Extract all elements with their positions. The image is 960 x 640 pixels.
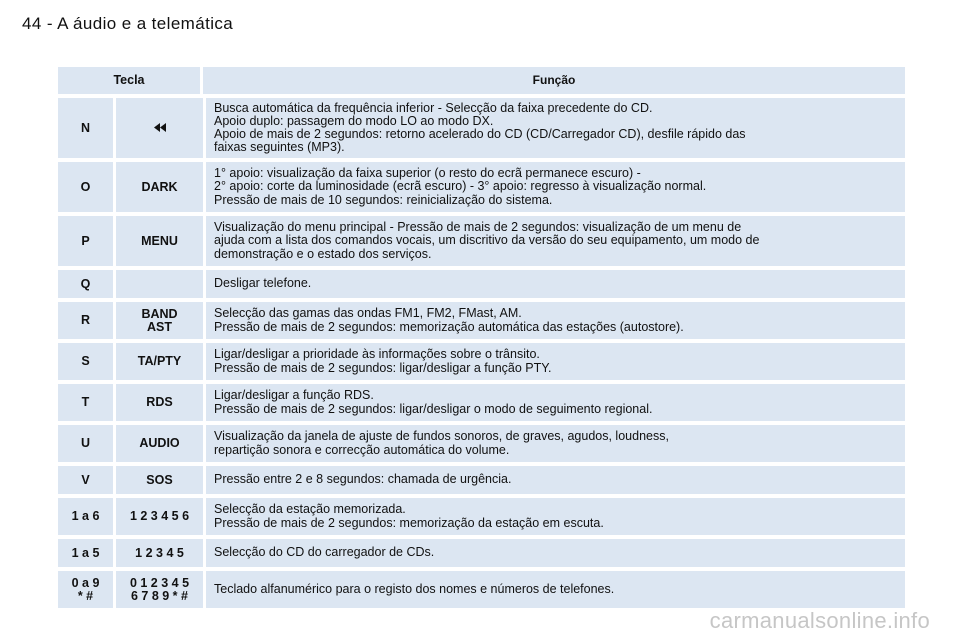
table-row	[58, 384, 905, 421]
table-row	[58, 466, 905, 494]
table-body	[58, 98, 905, 608]
description-line: Ligar/desligar a prioridade às informações sobre o trânsito.	[214, 347, 540, 362]
key-letter: T	[58, 384, 113, 421]
description-line: Pressão de mais de 2 segundos: ligar/desligar o modo de seguimento regional.	[214, 401, 653, 416]
table-row	[58, 270, 905, 298]
button-label: 1 2 3 4 5	[116, 539, 203, 567]
button-cell	[116, 98, 203, 158]
button-label: RDS	[116, 384, 203, 421]
description-line: 2° apoio: corte da luminosidade (ecrã escuro) - 3° apoio: regresso à visualização normal.	[214, 179, 707, 194]
description-line: Desligar telefone.	[214, 276, 312, 291]
description-line: Pressão de mais de 10 segundos: reinicialização do sistema.	[214, 192, 553, 207]
function-description	[206, 571, 905, 608]
function-description	[206, 384, 905, 421]
button-label: MENU	[116, 216, 203, 266]
table-row	[58, 498, 905, 535]
button-label: TA/PTY	[116, 343, 203, 380]
button-label: AUDIO	[116, 425, 203, 462]
key-letter: U	[58, 425, 113, 462]
function-description	[206, 216, 905, 266]
key-letter: V	[58, 466, 113, 494]
description-line: Pressão entre 2 e 8 segundos: chamada de urgência.	[214, 472, 512, 487]
button-label: 1 2 3 4 5 6	[116, 498, 203, 535]
table-row	[58, 162, 905, 212]
key-letter: 1 a 5	[58, 539, 113, 567]
description-line: Ligar/desligar a função RDS.	[214, 388, 374, 403]
description-line: ajuda com a lista dos comandos vocais, um discritivo da versão do seu equipamento, um modo de	[214, 233, 760, 248]
page-title: 44 - A áudio e a telemática	[22, 14, 234, 33]
button-label	[116, 270, 203, 298]
description-line: Visualização da janela de ajuste de fundos sonoros, de graves, agudos, loudness,	[214, 429, 669, 444]
button-label: BAND AST	[116, 302, 203, 339]
table-row	[58, 216, 905, 266]
table-header-row	[58, 67, 905, 94]
function-description	[206, 343, 905, 380]
rewind-icon	[154, 122, 166, 135]
table-row	[58, 98, 905, 158]
description-line: Pressão de mais de 2 segundos: memorização da estação em escuta.	[214, 515, 604, 530]
description-line: Selecção da estação memorizada.	[214, 502, 406, 517]
function-description	[206, 425, 905, 462]
table-row	[58, 425, 905, 462]
column-header-tecla: Tecla	[58, 67, 200, 94]
function-description	[206, 98, 905, 158]
key-letter: Q	[58, 270, 113, 298]
table-row	[58, 571, 905, 608]
key-letter: 0 a 9 * #	[58, 571, 113, 608]
function-description	[206, 162, 905, 212]
key-letter: N	[58, 98, 113, 158]
button-label: SOS	[116, 466, 203, 494]
key-letter: R	[58, 302, 113, 339]
button-label: DARK	[116, 162, 203, 212]
description-line: Pressão de mais de 2 segundos: ligar/desligar a função PTY.	[214, 360, 552, 375]
description-line: Apoio duplo: passagem do modo LO ao modo DX.	[214, 113, 494, 128]
table-row	[58, 302, 905, 339]
function-description	[206, 270, 905, 298]
key-letter: P	[58, 216, 113, 266]
description-line: Pressão de mais de 2 segundos: memorização automática das estações (autostore).	[214, 319, 684, 334]
description-line: faixas seguintes (MP3).	[214, 140, 345, 155]
description-line: Visualização do menu principal - Pressão de mais de 2 segundos: visualização de um menu de	[214, 220, 742, 235]
function-description	[206, 498, 905, 535]
key-function-table	[58, 67, 905, 612]
function-description	[206, 539, 905, 567]
column-header-funcao: Função	[203, 67, 905, 94]
description-line: Busca automática da frequência inferior - Selecção da faixa precedente do CD.	[214, 100, 653, 115]
description-line: Selecção das gamas das ondas FM1, FM2, FMast, AM.	[214, 306, 522, 321]
watermark: carmanualsonline.info	[709, 608, 930, 633]
description-line: Selecção do CD do carregador de CDs.	[214, 545, 435, 560]
key-letter: S	[58, 343, 113, 380]
table-row	[58, 343, 905, 380]
key-letter: O	[58, 162, 113, 212]
function-description	[206, 302, 905, 339]
description-line: Apoio de mais de 2 segundos: retorno acelerado do CD (CD/Carregador CD), desfile rápido das	[214, 127, 746, 141]
description-line: 1° apoio: visualização da faixa superior (o resto do ecrã permanece escuro) -	[214, 166, 641, 181]
key-letter: 1 a 6	[58, 498, 113, 535]
description-line: Teclado alfanumérico para o registo dos nomes e números de telefones.	[214, 581, 615, 596]
description-line: demonstração e o estado dos serviços.	[214, 246, 432, 261]
button-label: 0 1 2 3 4 5 6 7 8 9 * #	[116, 571, 203, 608]
description-line: repartição sonora e correcção automática do volume.	[214, 442, 510, 457]
table-row	[58, 539, 905, 567]
function-description	[206, 466, 905, 494]
